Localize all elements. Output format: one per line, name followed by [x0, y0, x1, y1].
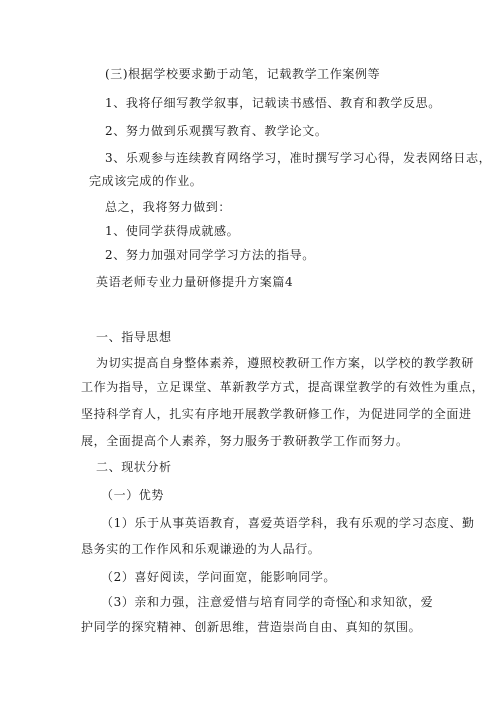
- summary-heading: 总之，我将努力做到：: [105, 200, 232, 214]
- paragraph-line: 护同学的探究精神、创新思维，营造崇尚自由、真知的氛围。: [81, 620, 422, 634]
- paragraph-line: 恳务实的工作作风和乐观谦逊的为人品行。: [81, 542, 321, 556]
- paragraph-line: 2、努力加强对同学学习方法的指导。: [105, 248, 315, 262]
- section-heading-status-analysis: 二、现状分析: [96, 460, 172, 474]
- paragraph-line: 坚持科学育人，扎实有序地开展教学教研修工作，为促进同学的全面进: [81, 407, 472, 421]
- paragraph-line: 工作为指导，立足课堂、革新教学方式，提高课堂教学的有效性为重点，: [81, 380, 485, 394]
- subsection-heading-advantages: （一）优势: [101, 488, 165, 502]
- paragraph-line-part-2: 心和求知欲，爱: [345, 595, 434, 609]
- paragraph-line: 3、乐观参与连续教育网络学习，准时撰写学习心得，发表网络日志，: [105, 151, 492, 165]
- paragraph-line: 1、我将仔细写教学叙事，记载读书感悟、教育和教学反思。: [105, 96, 441, 110]
- paragraph-line: （2）喜好阅读，学问面宽，能影响同学。: [101, 570, 337, 584]
- paragraph-line: 完成该完成的作业。: [89, 174, 203, 188]
- paragraph-line: 展，全面提高个人素养，努力服务于教研教学工作而努力。: [81, 434, 409, 448]
- section-heading-writing: (三)根据学校要求勤于动笔，记载教学工作案例等: [105, 67, 381, 81]
- paragraph-line: （1）乐于从事英语教育，喜爱英语学科，我有乐观的学习态度、勤: [101, 516, 475, 530]
- paragraph-line: 1、使同学获得成就感。: [105, 224, 240, 238]
- paragraph-line: 2、努力做到乐观撰写教育、教学论文。: [105, 124, 328, 138]
- section-heading-guiding-thought: 一、指导思想: [96, 330, 172, 344]
- article-title: 英语老师专业力量研修提升方案篇4: [96, 275, 294, 289]
- paragraph-line-part-1: （3）亲和力强，注意爱惜与培育同学的奇怪: [101, 595, 349, 609]
- paragraph-line: 为切实提高自身整体素养，遵照校教研工作方案，以学校的教学教研: [96, 356, 475, 370]
